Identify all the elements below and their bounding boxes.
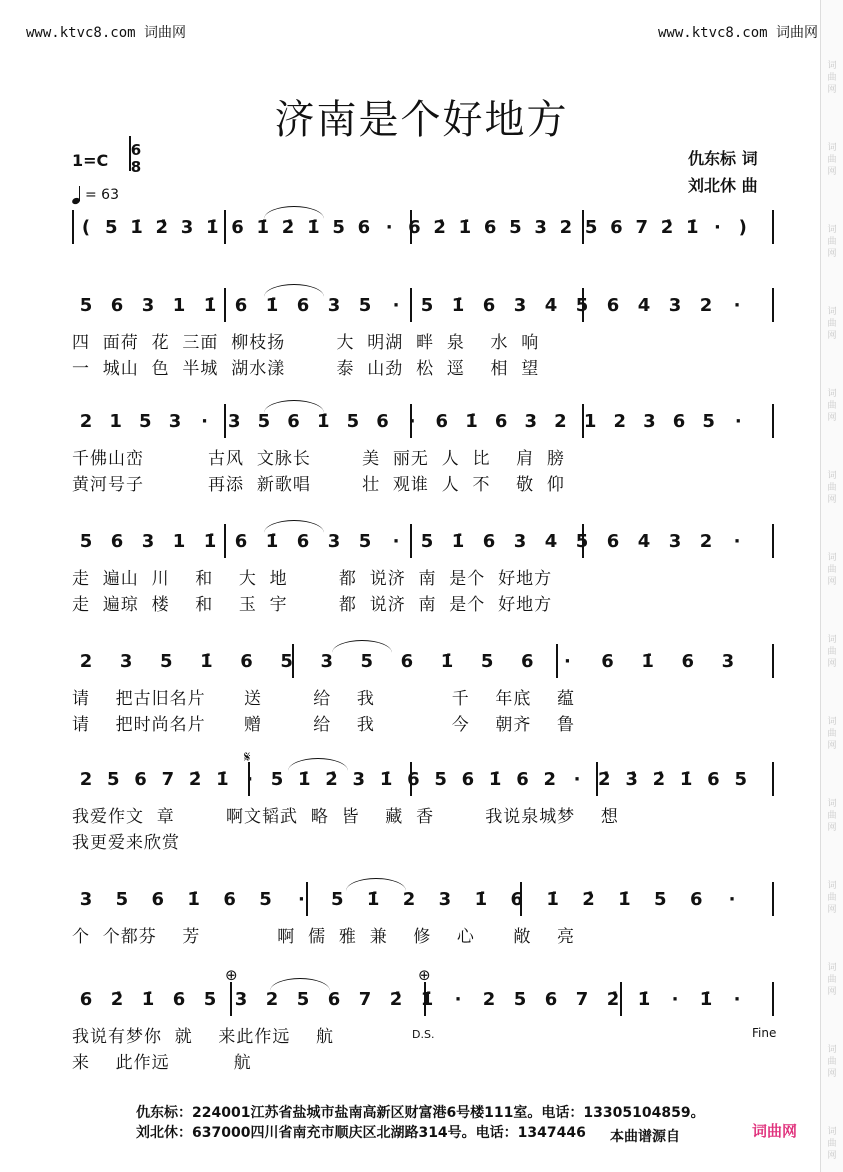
jianpu-note: 3: [352, 769, 366, 790]
jianpu-note: 6: [296, 295, 310, 316]
jianpu-note: 6: [521, 651, 534, 672]
jianpu-note: ·: [246, 769, 254, 790]
jianpu-note: ·: [392, 531, 400, 552]
barline: [556, 644, 558, 678]
slur-arc: [264, 520, 324, 533]
jianpu-note: 2̇: [660, 217, 674, 238]
jianpu-note: 5: [296, 989, 310, 1010]
watermark-mark: 词曲网: [827, 799, 837, 833]
slur-arc: [332, 640, 392, 653]
jianpu-note: 1̇: [130, 217, 143, 238]
jianpu-note: 5: [104, 217, 118, 238]
jianpu-note: 5: [358, 531, 372, 552]
jianpu-note: 6: [296, 531, 310, 552]
jianpu-note: 6: [606, 295, 620, 316]
jianpu-note: 2̇: [606, 989, 620, 1010]
jianpu-note: 5: [734, 769, 747, 790]
jianpu-note: 5: [654, 889, 667, 910]
jianpu-note: 1̇: [474, 889, 488, 910]
jianpu-note: 2: [613, 411, 626, 432]
jianpu-note: ·: [733, 531, 741, 552]
meter-top: 6: [130, 141, 142, 159]
jianpu-note: 5: [360, 651, 374, 672]
barline: [772, 404, 774, 438]
jianpu-note: 6: [435, 411, 449, 432]
jianpu-note: 3: [79, 889, 93, 910]
jianpu-note: 2̇: [652, 769, 666, 790]
jianpu-note: 5: [330, 889, 344, 910]
jianpu-note: 5: [115, 889, 129, 910]
jianpu-note: 2̇: [188, 769, 202, 790]
jianpu-note: 5: [280, 651, 293, 672]
jianpu-note: 6: [516, 769, 529, 790]
jianpu-note: 6: [231, 217, 244, 238]
jianpu-note: 7: [161, 769, 175, 790]
jianpu-note: 1̇: [316, 411, 330, 432]
site-header-right: www.ktvc8.com 词曲网: [658, 25, 819, 41]
watermark-mark: 词曲网: [827, 61, 837, 95]
jianpu-note: 2̇: [155, 217, 169, 238]
lyrics-verse-2: 来 此作远 航: [72, 1053, 252, 1073]
jianpu-note: 1: [172, 295, 186, 316]
jianpu-note: 1: [172, 531, 186, 552]
jianpu-note: 3: [141, 531, 155, 552]
jianpu-note: 3: [327, 531, 341, 552]
coda-mark-1: ⊕: [225, 966, 238, 984]
jianpu-note: 2: [543, 769, 557, 790]
barline: [772, 524, 774, 558]
jianpu-note: 3: [643, 411, 656, 432]
jianpu-note: 3: [320, 651, 333, 672]
fine-marking: Fine: [752, 1026, 777, 1040]
jianpu-note: 2: [79, 411, 93, 432]
barline: [772, 762, 774, 796]
jianpu-note: 6: [223, 889, 236, 910]
lyrics-verse-1: 我爱作文 章 啊文韬武 略 皆 藏 香 我说泉城梦 想: [72, 807, 619, 827]
barline: [224, 210, 226, 244]
jianpu-note: 1̇: [206, 217, 219, 238]
jianpu-note: 3: [721, 651, 735, 672]
jianpu-note: 2̇: [598, 769, 611, 790]
jianpu-note: 6: [494, 411, 508, 432]
barline: [410, 524, 412, 558]
jianpu-note: 6: [151, 889, 165, 910]
jianpu-note: ·: [408, 411, 416, 432]
jianpu-note: 6: [110, 295, 124, 316]
jianpu-note: 6: [601, 651, 614, 672]
jianpu-note: 5: [513, 989, 527, 1010]
watermark-mark: 词曲网: [827, 1127, 837, 1161]
jianpu-note: 2: [79, 651, 93, 672]
watermark-mark: 词曲网: [827, 717, 837, 751]
jianpu-note: 1̇: [699, 989, 713, 1010]
jianpu-note: 1̇: [141, 989, 155, 1010]
jianpu-note: ·: [392, 295, 400, 316]
barline: [224, 524, 226, 558]
lyrics-verse-1: 个 个都芬 芳 啊 儒 雅 兼 修 心 敞 亮: [72, 927, 575, 947]
jianpu-note: 5: [702, 411, 715, 432]
slur-arc: [270, 978, 330, 991]
jianpu-note: 3: [668, 531, 682, 552]
barline: [772, 210, 774, 244]
jianpu-note: 6: [606, 531, 620, 552]
jianpu-note: 5: [575, 531, 589, 552]
jianpu-note: 3: [180, 217, 194, 238]
jianpu-note: 1̇: [488, 769, 502, 790]
jianpu-note: 1̇: [685, 217, 699, 238]
jianpu-note: 2: [482, 989, 496, 1010]
jianpu-note: ): [738, 217, 747, 238]
jianpu-note: 5: [434, 769, 447, 790]
barline: [72, 210, 74, 244]
jianpu-note: 6: [482, 295, 496, 316]
jianpu-note: 2̇: [281, 217, 295, 238]
jianpu-note: 6: [234, 531, 248, 552]
jianpu-note: 1: [109, 411, 122, 432]
jianpu-note: 6: [461, 769, 475, 790]
jianpu-note: ·: [454, 989, 462, 1010]
barline: [410, 288, 412, 322]
jianpu-note: 1̇: [641, 651, 654, 672]
jianpu-note: 4: [637, 531, 651, 552]
jianpu-note: ·: [297, 889, 305, 910]
lyrics-verse-1: 四 面荷 花 三面 柳枝扬 大 明湖 畔 泉 水 响: [72, 333, 540, 353]
watermark-mark: 词曲网: [827, 471, 837, 505]
jianpu-note: 2̇: [110, 989, 124, 1010]
jianpu-note: 6: [672, 411, 686, 432]
jianpu-note: ·: [714, 217, 721, 238]
segno-mark: 𝄋: [244, 748, 251, 766]
jianpu-note: 3: [513, 295, 527, 316]
jianpu-note: ·: [728, 889, 736, 910]
meter-bottom: 8: [130, 158, 142, 176]
watermark-mark: 词曲网: [827, 143, 837, 177]
jianpu-note: 3: [534, 217, 547, 238]
jianpu-note: 5: [509, 217, 522, 238]
jianpu-note: 1̇: [203, 295, 217, 316]
jianpu-note: 3: [141, 295, 155, 316]
barline: [772, 982, 774, 1016]
jianpu-note: ·: [734, 411, 742, 432]
jianpu-note: 3: [234, 989, 248, 1010]
jianpu-note: 1̇: [256, 217, 270, 238]
lyrics-verse-1: 走 遍山 川 和 大 地 都 说济 南 是个 好地方: [72, 569, 553, 589]
song-title: 济南是个好地方: [274, 97, 569, 143]
jianpu-note: 2: [265, 989, 279, 1010]
jianpu-note: 1̇: [465, 411, 478, 432]
jianpu-note: 7: [635, 217, 648, 238]
tempo-value: = 63: [85, 187, 119, 203]
jianpu-note: 6: [689, 889, 703, 910]
footer-source: 本曲谱源自: [610, 1129, 680, 1145]
lyrics-verse-1: 我说有梦你 就 来此作远 航: [72, 1027, 335, 1047]
watermark-mark: 词曲网: [827, 881, 837, 915]
jianpu-note: 6: [79, 989, 93, 1010]
watermark-mark: 词曲网: [827, 635, 837, 669]
jianpu-note: 4: [544, 531, 558, 552]
jianpu-note: 5: [107, 769, 120, 790]
site-logo[interactable]: 词曲网: [752, 1122, 798, 1140]
jianpu-note: ·: [201, 411, 209, 432]
jianpu-note: 2: [79, 769, 93, 790]
jianpu-note: 6: [400, 651, 414, 672]
jianpu-note: 5: [420, 295, 434, 316]
jianpu-note: 5: [270, 769, 284, 790]
lyrics-verse-2: 黄河号子 再添 新歌唱 壮 观谁 人 不 敬 仰: [72, 475, 565, 495]
barline: [772, 882, 774, 916]
jianpu-note: 1̇: [458, 217, 472, 238]
lyrics-verse-2: 请 把时尚名片 赠 给 我 今 朝齐 鲁: [72, 715, 575, 735]
jianpu-note: 2̇: [325, 769, 338, 790]
lyrics-verse-2: 我更爱来欣赏: [72, 833, 180, 853]
jianpu-note: 1̇: [216, 769, 229, 790]
jianpu-note: 3: [168, 411, 182, 432]
jianpu-note: 5: [259, 889, 272, 910]
jianpu-note: 5: [332, 217, 345, 238]
time-signature: [128, 142, 144, 176]
jianpu-note: 2: [554, 411, 567, 432]
jianpu-note: 3: [227, 411, 241, 432]
jianpu-note: 6: [483, 217, 497, 238]
slur-arc: [264, 400, 324, 413]
jianpu-note: 1̇: [366, 889, 380, 910]
jianpu-note: 1̇: [307, 217, 320, 238]
jianpu-note: 6: [610, 217, 623, 238]
jianpu-note: 3: [327, 295, 341, 316]
barline: [230, 982, 232, 1016]
jianpu-note: 6: [407, 769, 420, 790]
jianpu-note: 3: [668, 295, 682, 316]
watermark-mark: 词曲网: [827, 1045, 837, 1079]
jianpu-note: 3: [513, 531, 527, 552]
coda-mark-2: ⊕: [418, 966, 431, 984]
jianpu-note: 6: [234, 295, 248, 316]
lyrics-verse-1: 请 把古旧名片 送 给 我 千 年底 蕴: [72, 689, 575, 709]
watermark-mark: 词曲网: [827, 553, 837, 587]
jianpu-note: 6: [134, 769, 147, 790]
lyrics-verse-2: 一 城山 色 半城 湖水漾 泰 山劲 松 逕 相 望: [72, 359, 540, 379]
jianpu-note: 5: [139, 411, 152, 432]
jianpu-note: 1̇: [187, 889, 200, 910]
jianpu-note: 1̇: [203, 531, 217, 552]
watermark-mark: 词曲网: [827, 307, 837, 341]
jianpu-note: 5: [346, 411, 360, 432]
jianpu-note: 1̇: [265, 531, 279, 552]
jianpu-note: 2: [699, 531, 713, 552]
jianpu-note: 6: [327, 989, 341, 1010]
jianpu-note: 5: [584, 217, 598, 238]
slur-arc: [288, 758, 348, 771]
meter-divider: [129, 136, 131, 171]
footer-contact-composer: 刘北休：637000四川省南充市顺庆区北湖路314号。电话：1347446: [136, 1125, 586, 1141]
lyrics-verse-1: 千佛山峦 古风 文脉长 美 丽无 人 比 肩 膀: [72, 449, 565, 469]
jianpu-note: 2̇: [582, 889, 595, 910]
jianpu-note: 1̇: [420, 989, 434, 1010]
slur-arc: [264, 206, 324, 219]
jianpu-note: 5: [159, 651, 173, 672]
jianpu-note: 5: [358, 295, 372, 316]
quarter-note-icon: [72, 186, 82, 204]
jianpu-note: 2: [402, 889, 416, 910]
jianpu-note: 7: [358, 989, 372, 1010]
jianpu-note: 4: [544, 295, 558, 316]
jianpu-note: ·: [733, 989, 741, 1010]
barline: [772, 644, 774, 678]
jianpu-note: ·: [671, 989, 679, 1010]
watermark-strip: [820, 0, 843, 1172]
jianpu-note: 3: [119, 651, 133, 672]
jianpu-note: 6: [110, 531, 124, 552]
jianpu-note: 1̇: [451, 531, 465, 552]
barline: [772, 288, 774, 322]
jianpu-note: 6: [376, 411, 389, 432]
jianpu-note: 5: [480, 651, 494, 672]
jianpu-note: 1̇: [618, 889, 631, 910]
jianpu-note: ·: [573, 769, 581, 790]
jianpu-note: 6: [510, 889, 523, 910]
jianpu-note: ·: [733, 295, 741, 316]
jianpu-note: 6: [681, 651, 695, 672]
jianpu-note: 3̇: [625, 769, 638, 790]
jianpu-note: 1̇: [200, 651, 213, 672]
lyrics-verse-2: 走 遍琼 楼 和 玉 宇 都 说济 南 是个 好地方: [72, 595, 553, 615]
jianpu-note: 6: [287, 411, 300, 432]
barline: [224, 288, 226, 322]
jianpu-note: 5: [420, 531, 434, 552]
jianpu-note: 1̇: [679, 769, 693, 790]
key-signature: 1=C: [72, 151, 109, 170]
jianpu-note: ·: [563, 651, 571, 672]
jianpu-note: 4: [637, 295, 651, 316]
jianpu-note: 5: [575, 295, 589, 316]
jianpu-note: 1̇: [265, 295, 279, 316]
watermark-mark: 词曲网: [827, 389, 837, 423]
jianpu-note: 3: [438, 889, 452, 910]
jianpu-note: 6: [544, 989, 558, 1010]
jianpu-note: 2: [699, 295, 713, 316]
jianpu-note: 6: [482, 531, 496, 552]
slur-arc: [346, 878, 406, 891]
jianpu-note: 5: [79, 531, 93, 552]
jianpu-note: 6: [240, 651, 253, 672]
ds-marking: D.S.: [412, 1028, 435, 1041]
jianpu-note: 6: [707, 769, 720, 790]
jianpu-note: 7: [575, 989, 589, 1010]
tempo-marking: [72, 186, 119, 204]
jianpu-note: (: [81, 217, 91, 238]
site-header-left: www.ktvc8.com 词曲网: [26, 25, 187, 41]
jianpu-note: 6: [172, 989, 186, 1010]
jianpu-note: 6: [408, 217, 421, 238]
jianpu-note: 3: [524, 411, 538, 432]
jianpu-note: 5: [203, 989, 217, 1010]
watermark-mark: 词曲网: [827, 963, 837, 997]
jianpu-note: 2̇: [433, 217, 446, 238]
jianpu-note: 1̇: [379, 769, 393, 790]
footer-contact-lyricist: 仇东标：224001江苏省盐城市盐南高新区财富港6号楼111室。电话：13305104859。: [136, 1105, 705, 1121]
lyricist-credit: 仇东标 词: [688, 149, 758, 168]
jianpu-note: 2: [559, 217, 573, 238]
jianpu-note: 1̇: [297, 769, 311, 790]
jianpu-note: ·: [385, 217, 393, 238]
jianpu-note: 1̇: [440, 651, 454, 672]
watermark-mark: 词曲网: [827, 225, 837, 259]
jianpu-note: 5: [257, 411, 271, 432]
jianpu-note: 1̇: [637, 989, 651, 1010]
jianpu-note: 1̇: [451, 295, 465, 316]
composer-credit: 刘北休 曲: [688, 176, 758, 195]
jianpu-note: 1̇: [546, 889, 559, 910]
jianpu-note: 6: [357, 217, 371, 238]
slur-arc: [264, 284, 324, 297]
jianpu-note: 1: [583, 411, 597, 432]
jianpu-note: 5: [79, 295, 93, 316]
jianpu-note: 2̇: [389, 989, 403, 1010]
